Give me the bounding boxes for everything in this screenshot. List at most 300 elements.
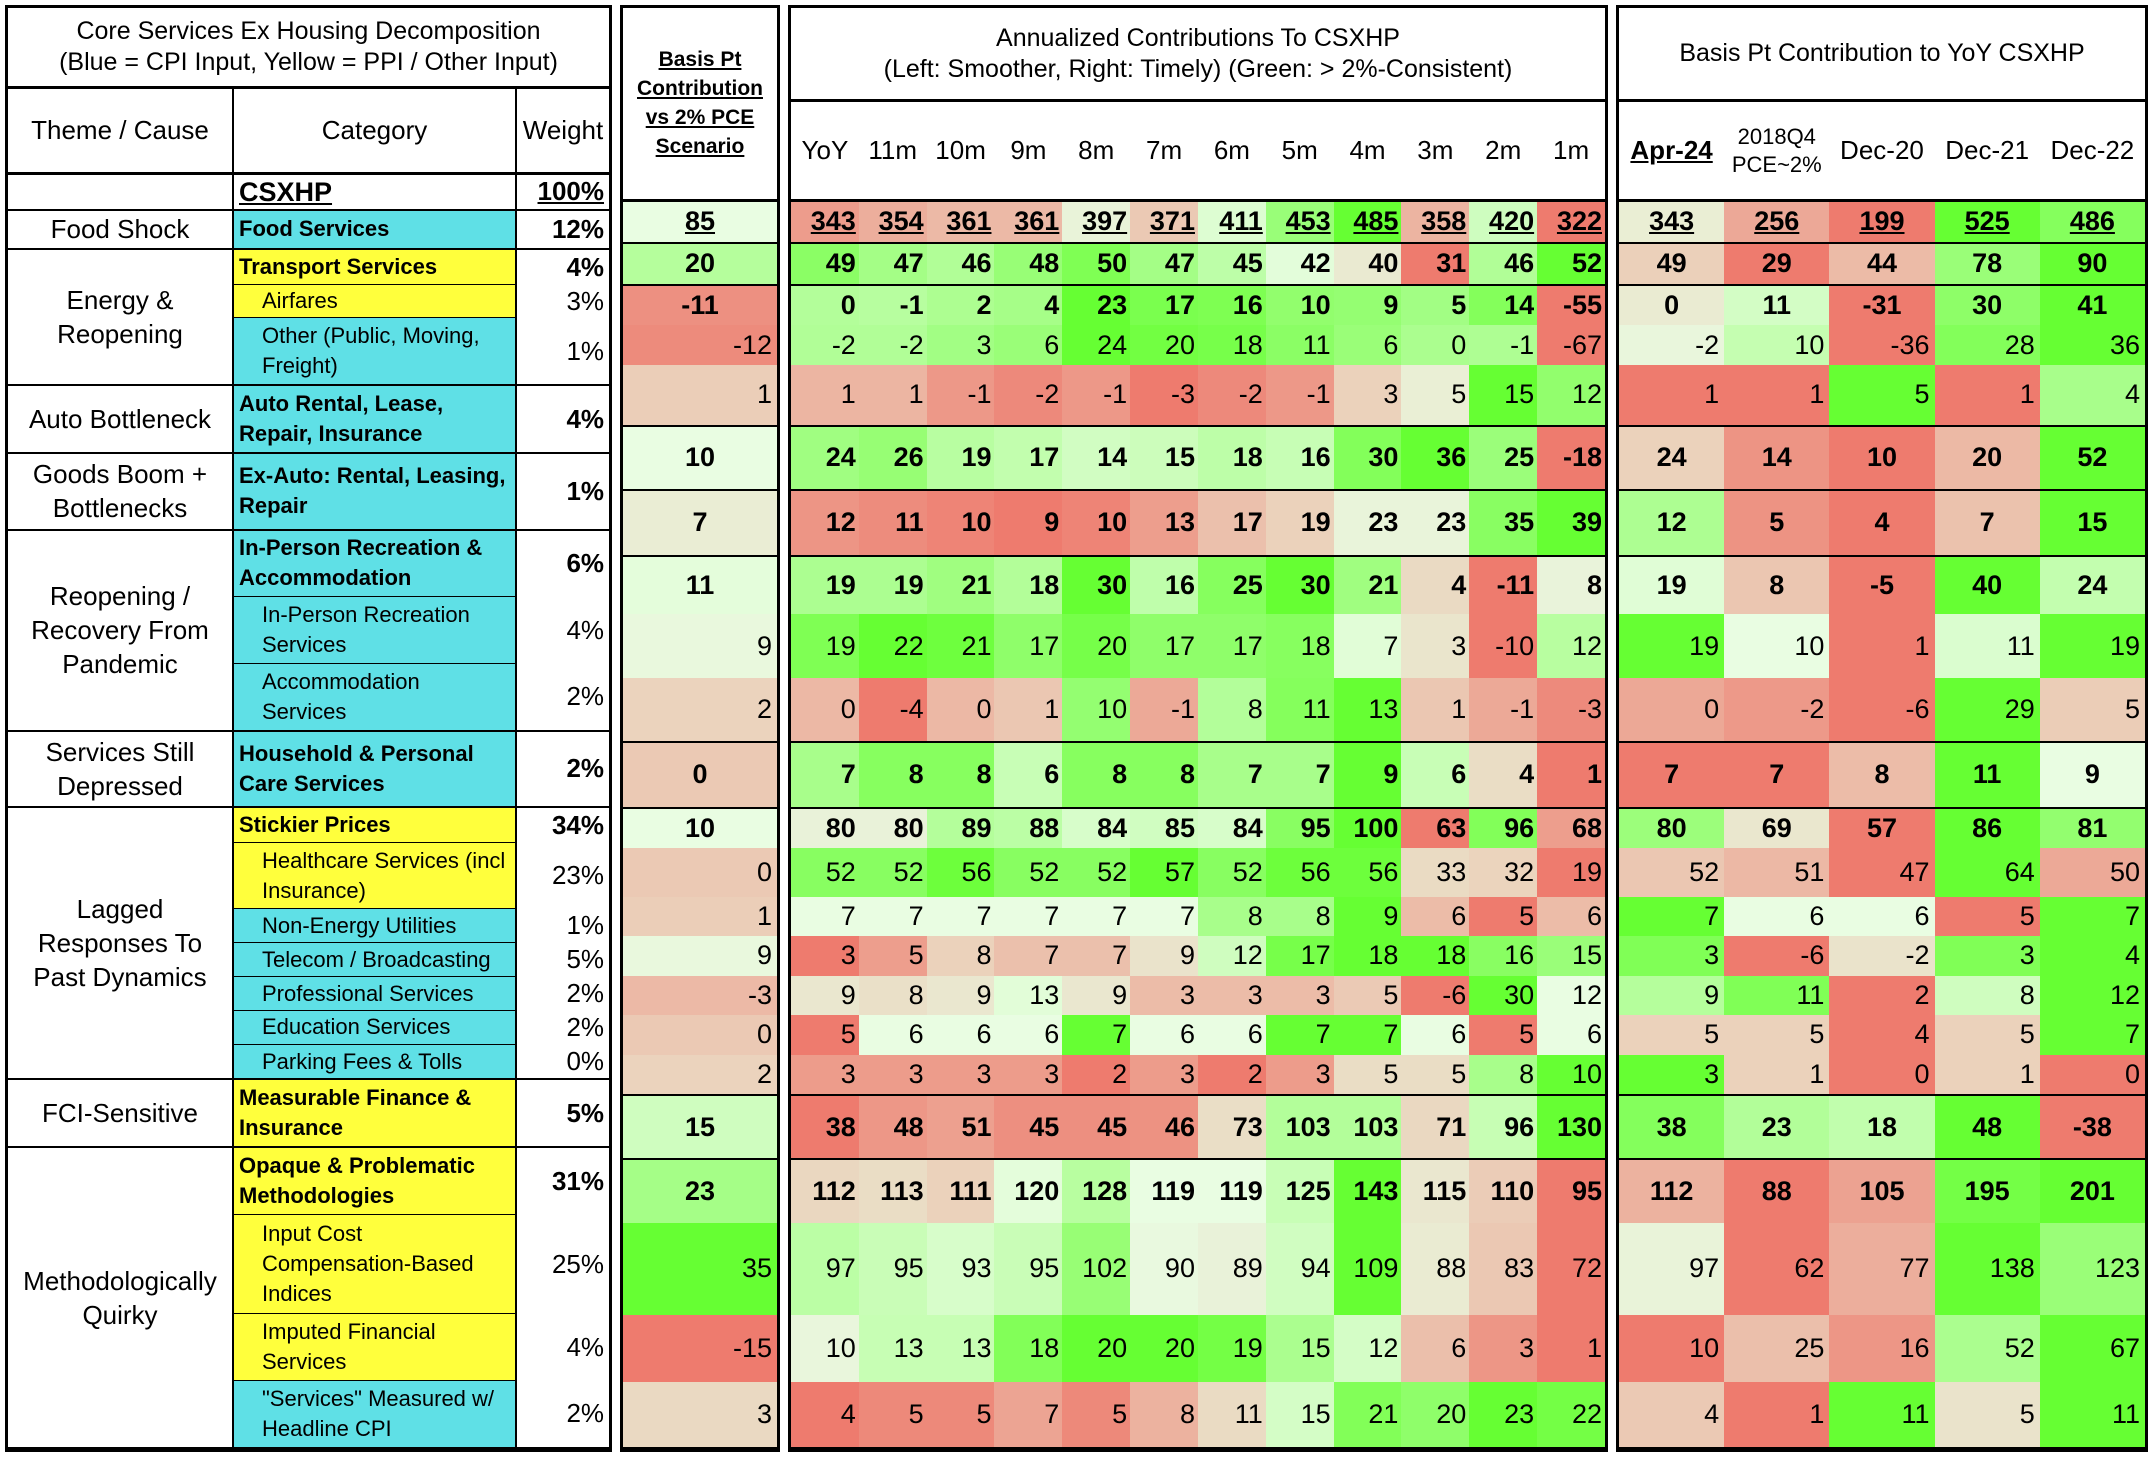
basis-value: 0 xyxy=(623,848,777,896)
annualized-col-header: 11m xyxy=(859,101,927,200)
annualized-cell: 13 xyxy=(859,1315,927,1381)
annualized-cell: 8 xyxy=(1198,678,1266,742)
basis-row xyxy=(623,556,777,615)
annualized-cell: 95 xyxy=(859,1223,927,1316)
annualized-cell: 5 xyxy=(1401,365,1469,426)
annualized-cell: 6 xyxy=(1198,1015,1266,1054)
yoy-cell: 0 xyxy=(2040,1055,2145,1096)
weight-value: 31% xyxy=(551,1165,605,1196)
weight-value: 2% xyxy=(566,978,605,1009)
annualized-row xyxy=(791,614,1605,678)
yoy-cell: -6 xyxy=(1829,678,1934,742)
annualized-cell: 103 xyxy=(1266,1095,1334,1159)
annualized-cell: 5 xyxy=(1334,1055,1402,1096)
yoy-row xyxy=(1619,1382,2145,1448)
yoy-cell: 12 xyxy=(1619,490,1724,556)
yoy-cell: 6 xyxy=(1724,897,1829,936)
annualized-cell: 95 xyxy=(994,1223,1062,1316)
annualized-cell: 7 xyxy=(1266,742,1334,808)
yoy-cell: 11 xyxy=(1724,976,1829,1015)
yoy-cell: 48 xyxy=(1935,1095,2040,1159)
basis-value: 9 xyxy=(623,936,777,975)
annualized-cell: 18 xyxy=(1401,936,1469,975)
annualized-cell: 72 xyxy=(1537,1223,1605,1316)
yoy-cell: 2 xyxy=(1829,976,1934,1015)
yoy-cell: 1 xyxy=(1724,365,1829,426)
annualized-cell: 52 xyxy=(791,848,859,896)
annualized-cell: 0 xyxy=(927,678,995,742)
yoy-cell: 44 xyxy=(1829,243,1934,285)
weight-value: 2% xyxy=(516,1381,609,1448)
annualized-cell: 143 xyxy=(1334,1159,1402,1223)
annualized-row xyxy=(791,243,1605,285)
basis-value: -3 xyxy=(623,976,777,1015)
annualized-cell: 19 xyxy=(927,426,995,490)
annualized-cell: 12 xyxy=(791,490,859,556)
yoy-cell: 90 xyxy=(2040,243,2145,285)
yoy-table xyxy=(1619,8,2145,1449)
annualized-cell: 120 xyxy=(994,1159,1062,1223)
annualized-cell: 3 xyxy=(1198,976,1266,1015)
yoy-cell: 30 xyxy=(1935,285,2040,326)
annualized-row xyxy=(791,1382,1605,1448)
annualized-cell: 56 xyxy=(1334,848,1402,896)
annualized-cell: 19 xyxy=(1198,1315,1266,1381)
yoy-row xyxy=(1619,200,2145,243)
basis-body xyxy=(623,200,777,1448)
weight-value: 4% xyxy=(566,1331,605,1362)
weight-value: 1% xyxy=(566,910,605,941)
yoy-cell: 3 xyxy=(1619,936,1724,975)
annualized-cell: 354 xyxy=(859,200,927,243)
annualized-cell: 5 xyxy=(1401,285,1469,326)
yoy-row xyxy=(1619,808,2145,849)
yoy-cell: 4 xyxy=(2040,936,2145,975)
basis-value: 7 xyxy=(623,490,777,556)
basis-value: 23 xyxy=(623,1159,777,1223)
annualized-cell: 95 xyxy=(1537,1159,1605,1223)
annualized-cell: 420 xyxy=(1469,200,1537,243)
annualized-cell: 35 xyxy=(1469,490,1537,556)
annualized-cell: 6 xyxy=(994,742,1062,808)
annualized-cell: 11 xyxy=(1198,1382,1266,1448)
yoy-row xyxy=(1619,614,2145,678)
annualized-cell: 14 xyxy=(1062,426,1130,490)
annualized-cell: -3 xyxy=(1537,678,1605,742)
annualized-row xyxy=(791,200,1605,243)
annualized-cell: 361 xyxy=(994,200,1062,243)
basis-row xyxy=(623,243,777,285)
yoy-cell: 36 xyxy=(2040,325,2145,364)
annualized-cell: 90 xyxy=(1130,1223,1198,1316)
annualized-cell: 6 xyxy=(1334,325,1402,364)
yoy-cell: 4 xyxy=(1829,490,1934,556)
annualized-cell: 358 xyxy=(1401,200,1469,243)
yoy-row xyxy=(1619,1159,2145,1223)
annualized-row xyxy=(791,1315,1605,1381)
yoy-cell: 11 xyxy=(1935,742,2040,808)
yoy-cell: 41 xyxy=(2040,285,2145,326)
left-table xyxy=(8,8,609,1449)
basis-row xyxy=(623,1055,777,1096)
category-label: Opaque & Problematic Methodologies xyxy=(233,1147,516,1214)
annualized-cell: 5 xyxy=(1334,976,1402,1015)
annualized-cell: 30 xyxy=(1469,976,1537,1015)
annualized-cell: 15 xyxy=(1266,1315,1334,1381)
annualized-cell: 0 xyxy=(791,285,859,326)
yoy-cell: 10 xyxy=(1829,426,1934,490)
annualized-cell: 12 xyxy=(1334,1315,1402,1381)
yoy-cell: 19 xyxy=(1619,614,1724,678)
annualized-cell: 56 xyxy=(1266,848,1334,896)
col-weight-header: Weight xyxy=(516,88,609,173)
annualized-cell: 20 xyxy=(1062,614,1130,678)
annualized-cell: 100 xyxy=(1334,808,1402,849)
yoy-cell: 5 xyxy=(1724,490,1829,556)
annualized-row xyxy=(791,742,1605,808)
theme-label: Energy & Reopening xyxy=(8,249,233,385)
annualized-cell: 47 xyxy=(1130,243,1198,285)
yoy-cell: 1 xyxy=(1935,365,2040,426)
yoy-cell: 4 xyxy=(1619,1382,1724,1448)
category-label: Household & Personal Care Services xyxy=(233,731,516,808)
annualized-cell: 7 xyxy=(1198,742,1266,808)
annualized-cell: 4 xyxy=(791,1382,859,1448)
annualized-row xyxy=(791,808,1605,849)
theme-label: FCI-Sensitive xyxy=(8,1079,233,1147)
annualized-cell: 3 xyxy=(1401,614,1469,678)
basis-header: Basis Pt Contribution vs 2% PCE Scenario xyxy=(623,8,777,200)
yoy-cell: 5 xyxy=(1935,1382,2040,1448)
yoy-cell: 7 xyxy=(2040,897,2145,936)
annualized-cell: 13 xyxy=(927,1315,995,1381)
basis-value: 0 xyxy=(623,742,777,808)
yoy-cell: 40 xyxy=(1935,556,2040,615)
annualized-cell: 3 xyxy=(859,1055,927,1096)
yoy-cell: 62 xyxy=(1724,1223,1829,1316)
annualized-cell: 30 xyxy=(1266,556,1334,615)
annualized-panel xyxy=(788,5,1608,1452)
yoy-row xyxy=(1619,742,2145,808)
annualized-cell: 1 xyxy=(994,678,1062,742)
annualized-cell: 16 xyxy=(1198,285,1266,326)
annualized-col-header: 9m xyxy=(994,101,1062,200)
annualized-row xyxy=(791,936,1605,975)
annualized-cell: 12 xyxy=(1537,365,1605,426)
yoy-cell: 112 xyxy=(1619,1159,1724,1223)
yoy-row xyxy=(1619,1015,2145,1054)
annualized-cell: 22 xyxy=(1537,1382,1605,1448)
yoy-cell: -5 xyxy=(1829,556,1934,615)
basis-value: 10 xyxy=(623,808,777,849)
yoy-cell: 12 xyxy=(2040,976,2145,1015)
annualized-cell: 18 xyxy=(1198,426,1266,490)
left-row xyxy=(8,1079,609,1147)
yoy-cell: 9 xyxy=(1619,976,1724,1015)
annualized-cell: 361 xyxy=(927,200,995,243)
yoy-cell: 88 xyxy=(1724,1159,1829,1223)
annualized-cell: 113 xyxy=(859,1159,927,1223)
basis-row xyxy=(623,200,777,243)
annualized-cell: 18 xyxy=(994,556,1062,615)
weight-value: 5% xyxy=(516,1079,609,1147)
annualized-cell: 2 xyxy=(1198,1055,1266,1096)
annualized-cell: 73 xyxy=(1198,1095,1266,1159)
annualized-cell: 85 xyxy=(1130,808,1198,849)
annualized-col-header: YoY xyxy=(791,101,859,200)
category-label: Non-Energy Utilities xyxy=(233,909,516,943)
yoy-cell: 5 xyxy=(1829,365,1934,426)
yoy-row xyxy=(1619,1095,2145,1159)
annualized-cell: 96 xyxy=(1469,808,1537,849)
annualized-cell: 8 xyxy=(1062,742,1130,808)
yoy-cell: 0 xyxy=(1619,678,1724,742)
yoy-cell: 5 xyxy=(1935,1015,2040,1054)
annualized-cell: 17 xyxy=(1130,285,1198,326)
left-row xyxy=(8,530,609,597)
yoy-cell: 10 xyxy=(1724,325,1829,364)
annualized-cell: 21 xyxy=(1334,556,1402,615)
category-label: Healthcare Services (incl Insurance) xyxy=(233,842,516,909)
annualized-cell: 102 xyxy=(1062,1223,1130,1316)
annualized-cell: 95 xyxy=(1266,808,1334,849)
basis-row xyxy=(623,1015,777,1054)
annualized-cell: 45 xyxy=(1062,1095,1130,1159)
annualized-cell: 30 xyxy=(1062,556,1130,615)
annualized-cell: 49 xyxy=(791,243,859,285)
yoy-cell: -38 xyxy=(2040,1095,2145,1159)
yoy-cell: 29 xyxy=(1724,243,1829,285)
annualized-row xyxy=(791,1015,1605,1054)
basis-value: 1 xyxy=(623,897,777,936)
yoy-cell: 199 xyxy=(1829,200,1934,243)
annualized-row xyxy=(791,1055,1605,1096)
annualized-cell: 1 xyxy=(1537,742,1605,808)
annualized-cell: 11 xyxy=(1266,325,1334,364)
annualized-cell: 10 xyxy=(791,1315,859,1381)
annualized-cell: 97 xyxy=(791,1223,859,1316)
yoy-row xyxy=(1619,936,2145,975)
annualized-cell: 71 xyxy=(1401,1095,1469,1159)
annualized-cell: 3 xyxy=(1469,1315,1537,1381)
annualized-cell: 8 xyxy=(1537,556,1605,615)
annualized-cell: 109 xyxy=(1334,1223,1402,1316)
yoy-col-header: Dec-22 xyxy=(2040,101,2145,200)
annualized-cell: 9 xyxy=(1334,742,1402,808)
annualized-cell: 6 xyxy=(1401,742,1469,808)
annualized-cell: 15 xyxy=(1130,426,1198,490)
yoy-cell: 24 xyxy=(2040,556,2145,615)
annualized-cell: 26 xyxy=(859,426,927,490)
left-row xyxy=(8,210,609,249)
basis-row xyxy=(623,285,777,326)
yoy-cell: 0 xyxy=(1829,1055,1934,1096)
annualized-cell: 8 xyxy=(1130,742,1198,808)
annualized-col-header: 2m xyxy=(1469,101,1537,200)
yoy-cell: 49 xyxy=(1619,243,1724,285)
yoy-cell: -2 xyxy=(1724,678,1829,742)
basis-value: -11 xyxy=(623,285,777,326)
annualized-cell: 9 xyxy=(1334,285,1402,326)
yoy-col-header: Apr-24 xyxy=(1619,101,1724,200)
annualized-cell: 3 xyxy=(1334,365,1402,426)
yoy-cell: 486 xyxy=(2040,200,2145,243)
basis-value: 11 xyxy=(623,556,777,615)
annualized-cell: 51 xyxy=(927,1095,995,1159)
weight-value: 2% xyxy=(516,663,609,730)
annualized-cell: 6 xyxy=(1401,897,1469,936)
category-label: In-Person Recreation & Accommodation xyxy=(233,530,516,597)
yoy-cell: -2 xyxy=(1829,936,1934,975)
annualized-cell: 20 xyxy=(1130,325,1198,364)
yoy-cell: 7 xyxy=(1724,742,1829,808)
yoy-cell: 14 xyxy=(1724,426,1829,490)
annualized-cell: 21 xyxy=(1334,1382,1402,1448)
yoy-cell: 10 xyxy=(1619,1315,1724,1381)
annualized-cell: 23 xyxy=(1401,490,1469,556)
yoy-panel xyxy=(1616,5,2148,1452)
annualized-cell: 89 xyxy=(927,808,995,849)
annualized-cell: 14 xyxy=(1469,285,1537,326)
annualized-title-line2: (Left: Smoother, Right: Timely) (Green: > 2%-Consistent) xyxy=(883,54,1513,83)
annualized-cell: 125 xyxy=(1266,1159,1334,1223)
yoy-cell: 3 xyxy=(1619,1055,1724,1096)
category-label: Food Services xyxy=(233,210,516,249)
annualized-cell: -10 xyxy=(1469,614,1537,678)
yoy-cell: 105 xyxy=(1829,1159,1934,1223)
yoy-cell: 52 xyxy=(2040,426,2145,490)
yoy-cell: 1 xyxy=(1724,1055,1829,1096)
yoy-cell: 18 xyxy=(1829,1095,1934,1159)
annualized-cell: 17 xyxy=(1198,614,1266,678)
annualized-cell: 130 xyxy=(1537,1095,1605,1159)
category-label: Input Cost Compensation-Based Indices xyxy=(233,1214,516,1313)
yoy-cell: 5 xyxy=(2040,678,2145,742)
yoy-cell: 64 xyxy=(1935,848,2040,896)
theme-label xyxy=(8,173,233,210)
annualized-cell: 1 xyxy=(791,365,859,426)
annualized-cell: 36 xyxy=(1401,426,1469,490)
annualized-cell: 411 xyxy=(1198,200,1266,243)
annualized-cell: 19 xyxy=(791,614,859,678)
annualized-cell: 15 xyxy=(1537,936,1605,975)
left-row xyxy=(8,173,609,210)
left-row xyxy=(8,385,609,453)
annualized-cell: -3 xyxy=(1130,365,1198,426)
annualized-cell: 57 xyxy=(1130,848,1198,896)
yoy-cell: 69 xyxy=(1724,808,1829,849)
annualized-cell: 80 xyxy=(791,808,859,849)
yoy-cell: 86 xyxy=(1935,808,2040,849)
annualized-cell: 50 xyxy=(1062,243,1130,285)
annualized-cell: 13 xyxy=(1130,490,1198,556)
annualized-cell: 15 xyxy=(1469,365,1537,426)
category-label: CSXHP xyxy=(233,173,516,210)
annualized-cell: 23 xyxy=(1469,1382,1537,1448)
annualized-cell: 3 xyxy=(791,1055,859,1096)
annualized-cell: 52 xyxy=(1537,243,1605,285)
category-label: "Services" Measured w/ Headline CPI xyxy=(233,1381,516,1448)
annualized-cell: 119 xyxy=(1130,1159,1198,1223)
basis-row xyxy=(623,897,777,936)
annualized-title-line1: Annualized Contributions To CSXHP xyxy=(996,23,1400,52)
annualized-cell: 46 xyxy=(1130,1095,1198,1159)
annualized-column-headers xyxy=(791,101,1605,200)
weight-value: 5% xyxy=(566,944,605,975)
yoy-cell: 57 xyxy=(1829,808,1934,849)
annualized-cell: 18 xyxy=(1266,614,1334,678)
annualized-cell: 11 xyxy=(1266,678,1334,742)
annualized-cell: 6 xyxy=(859,1015,927,1054)
annualized-row xyxy=(791,848,1605,896)
basis-table xyxy=(623,8,777,1449)
annualized-cell: 4 xyxy=(1401,556,1469,615)
left-row xyxy=(8,731,609,808)
annualized-cell: 18 xyxy=(1198,325,1266,364)
basis-value: 35 xyxy=(623,1223,777,1316)
basis-row xyxy=(623,742,777,808)
annualized-cell: 46 xyxy=(927,243,995,285)
annualized-cell: 8 xyxy=(1469,1055,1537,1096)
annualized-cell: 17 xyxy=(1130,614,1198,678)
annualized-cell: 5 xyxy=(791,1015,859,1054)
annualized-cell: 1 xyxy=(1401,678,1469,742)
yoy-cell: 123 xyxy=(2040,1223,2145,1316)
yoy-cell: 28 xyxy=(1935,325,2040,364)
yoy-column-headers xyxy=(1619,101,2145,200)
yoy-row xyxy=(1619,365,2145,426)
annualized-cell: 7 xyxy=(994,936,1062,975)
annualized-cell: 7 xyxy=(1334,614,1402,678)
annualized-cell: 4 xyxy=(994,285,1062,326)
annualized-cell: 48 xyxy=(994,243,1062,285)
annualized-cell: 8 xyxy=(927,742,995,808)
basis-row xyxy=(623,426,777,490)
annualized-cell: 80 xyxy=(859,808,927,849)
yoy-row xyxy=(1619,897,2145,936)
weight-value: 25% xyxy=(551,1248,605,1279)
basis-value: 0 xyxy=(623,1015,777,1054)
yoy-cell: 52 xyxy=(1935,1315,2040,1381)
left-row xyxy=(8,807,609,842)
basis-value: 3 xyxy=(623,1382,777,1448)
annualized-cell: 12 xyxy=(1537,976,1605,1015)
annualized-cell: -1 xyxy=(1130,678,1198,742)
annualized-row xyxy=(791,678,1605,742)
annualized-cell: 21 xyxy=(927,556,995,615)
category-label: Parking Fees & Tolls xyxy=(233,1044,516,1079)
yoy-cell: 5 xyxy=(1619,1015,1724,1054)
annualized-cell: 2 xyxy=(1062,1055,1130,1096)
annualized-cell: 10 xyxy=(1062,678,1130,742)
annualized-cell: 89 xyxy=(1198,1223,1266,1316)
annualized-cell: 46 xyxy=(1469,243,1537,285)
annualized-cell: 6 xyxy=(1401,1315,1469,1381)
annualized-cell: 343 xyxy=(791,200,859,243)
yoy-cell: 15 xyxy=(2040,490,2145,556)
annualized-cell: 5 xyxy=(1469,1015,1537,1054)
category-label: Auto Rental, Lease, Repair, Insurance xyxy=(233,385,516,453)
basis-row xyxy=(623,1223,777,1316)
annualized-cell: 3 xyxy=(1266,1055,1334,1096)
annualized-cell: 9 xyxy=(1130,936,1198,975)
yoy-cell: 80 xyxy=(1619,808,1724,849)
annualized-cell: 7 xyxy=(859,897,927,936)
annualized-cell: 45 xyxy=(994,1095,1062,1159)
annualized-cell: -2 xyxy=(791,325,859,364)
annualized-cell: 19 xyxy=(791,556,859,615)
weight-value: 100% xyxy=(516,173,609,210)
